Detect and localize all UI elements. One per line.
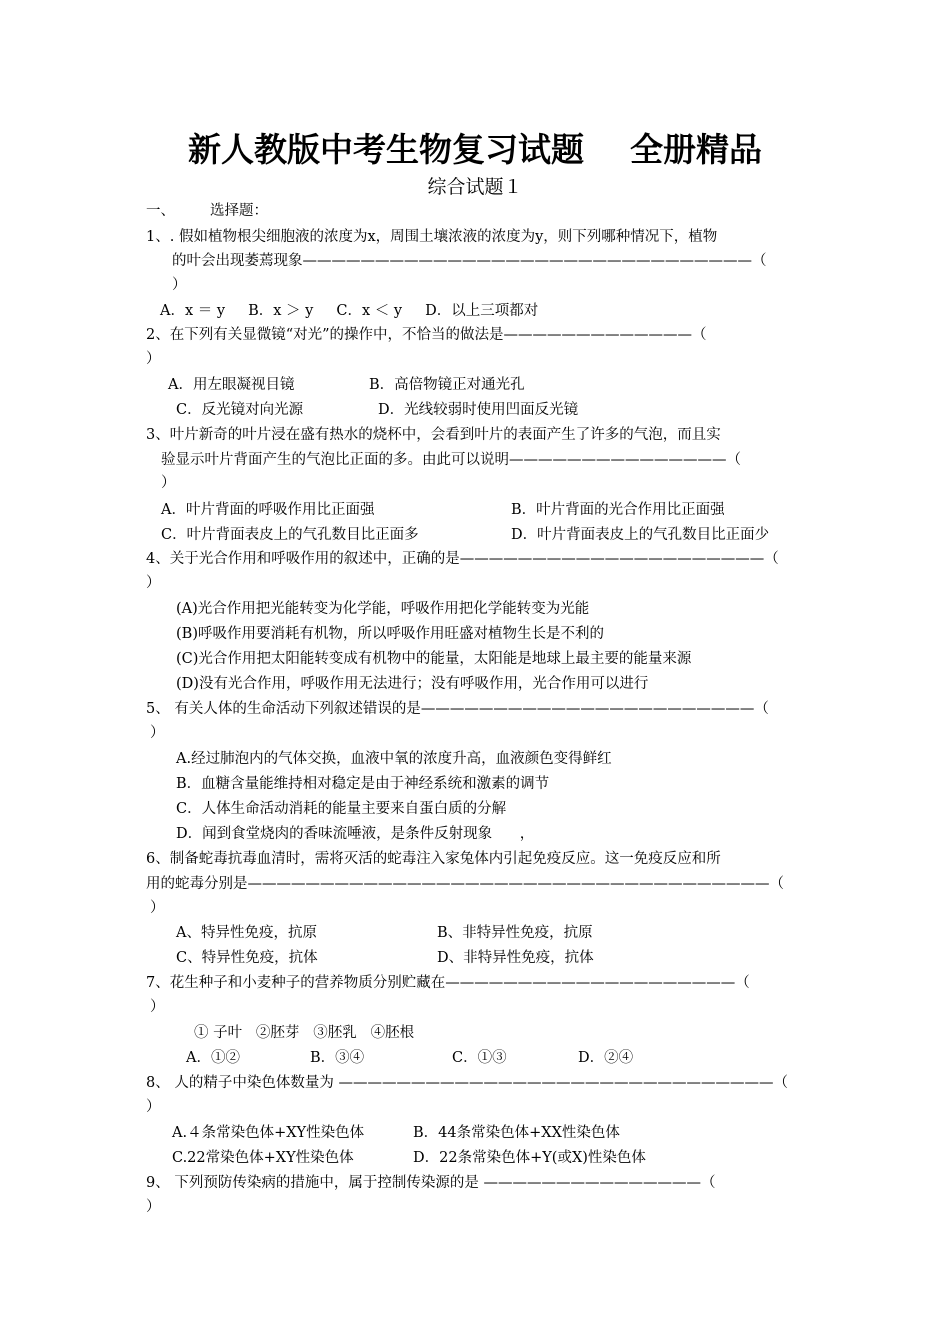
q5-stem: 5、 有关人体的生命活动下列叙述错误的是———————————————————————（ <box>146 701 769 717</box>
q2-option-a: A．用左眼凝视目镜 <box>168 377 295 393</box>
q1-stem-line2: 的叶会出现萎蔫现象———————————————————————————————（ <box>172 253 767 269</box>
q7-option-a: A．①② <box>186 1050 240 1066</box>
q6-option-b: B、非特异性免疫，抗原 <box>437 925 593 941</box>
q9-paren: ） <box>146 1199 161 1215</box>
q7-option-c: C．①③ <box>452 1050 507 1066</box>
q3-option-a: A．叶片背面的呼吸作用比正面强 <box>161 502 375 518</box>
q4-option-d: (D)没有光合作用，呼吸作用无法进行；没有呼吸作用，光合作用可以进行 <box>176 676 649 692</box>
q7-stem: 7、花生种子和小麦种子的营养物质分别贮藏在————————————————————（ <box>146 975 750 991</box>
q2-option-c: C．反光镜对向光源 <box>176 402 304 418</box>
q8-stem: 8、 人的精子中染色体数量为 ——————————————————————————————（ <box>146 1075 788 1091</box>
q1-options: A．x ＝ y B．x ＞ y C．x ＜ y D．以上三项都对 <box>160 303 539 319</box>
q3-option-c: C．叶片背面表皮上的气孔数目比正面多 <box>161 527 419 543</box>
page-title: 新人教版中考生物复习试题 全册精品 <box>188 130 762 169</box>
q6-option-d: D、非特异性免疫，抗体 <box>437 950 594 966</box>
page-subtitle: 综合试题１ <box>427 176 523 198</box>
section-label: 选择题： <box>210 203 268 219</box>
q5-option-d: D．闻到食堂烧肉的香味流唾液，是条件反射现象 ， <box>176 826 535 842</box>
q6-option-a: A、特异性免疫，抗原 <box>176 925 317 941</box>
q7-items: ① 子叶 ②胚芽 ③胚乳 ④胚根 <box>194 1025 415 1041</box>
q4-option-c: (C)光合作用把太阳能转变成有机物中的能量，太阳能是地球上最主要的能量来源 <box>176 651 692 667</box>
q8-option-a: A.４条常染色体+XY性染色体 <box>172 1125 365 1141</box>
q4-option-a: (A)光合作用把光能转变为化学能，呼吸作用把化学能转变为光能 <box>176 601 590 617</box>
q6-option-c: C、特异性免疫，抗体 <box>176 950 318 966</box>
q2-stem: 2、在下列有关显微镜“对光”的操作中，不恰当的做法是—————————————（ <box>146 327 707 343</box>
q8-option-c: C.22常染色体+XY性染色体 <box>172 1150 354 1166</box>
q3-paren: ） <box>161 475 176 491</box>
q1-stem-line1: 1、. 假如植物根尖细胞液的浓度为x，周围土壤浓液的浓度为y，则下列哪种情况下，植物 <box>146 229 718 245</box>
q3-option-d: D．叶片背面表皮上的气孔数目比正面少 <box>511 527 770 543</box>
q3-stem-line2: 验显示叶片背面产生的气泡比正面的多。由此可以说明———————————————（ <box>161 452 741 468</box>
q4-option-b: (B)呼吸作用要消耗有机物，所以呼吸作用旺盛对植物生长是不利的 <box>176 626 604 642</box>
q7-paren: ） <box>150 999 165 1015</box>
q1-paren: ） <box>172 277 187 293</box>
q2-option-d: D．光线较弱时使用凹面反光镜 <box>378 402 579 418</box>
q5-option-b: B．血糖含量能维持相对稳定是由于神经系统和激素的调节 <box>176 776 550 792</box>
q8-option-d: D．22条常染色体+Y(或X)性染色体 <box>413 1150 646 1166</box>
q3-stem-line1: 3、叶片新奇的叶片浸在盛有热水的烧杯中，会看到叶片的表面产生了许多的气泡，而且实 <box>146 427 721 443</box>
q4-paren: ） <box>146 575 161 591</box>
q9-stem: 9、 下列预防传染病的措施中，属于控制传染源的是 ———————————————（ <box>146 1175 716 1191</box>
q6-paren: ） <box>150 900 165 916</box>
q4-stem: 4、关于光合作用和呼吸作用的叙述中，正确的是—————————————————————（ <box>146 551 779 567</box>
q2-option-b: B．高倍物镜正对通光孔 <box>369 377 525 393</box>
q8-paren: ） <box>146 1099 161 1115</box>
q5-option-c: C．人体生命活动消耗的能量主要来自蛋白质的分解 <box>176 801 507 817</box>
q8-option-b: B．44条常染色体+XX性染色体 <box>413 1125 620 1141</box>
q2-paren: ） <box>146 351 161 367</box>
q6-stem-line1: 6、制备蛇毒抗毒血清时，需将灭活的蛇毒注入家兔体内引起免疫反应。这一免疫反应和所 <box>146 851 721 867</box>
q3-option-b: B．叶片背面的光合作用比正面强 <box>511 502 725 518</box>
q6-stem-line2: 用的蛇毒分别是————————————————————————————————————（ <box>146 876 784 892</box>
q5-option-a: A.经过肺泡内的气体交换，血液中氧的浓度升高，血液颜色变得鲜红 <box>176 751 612 767</box>
q7-option-d: D．②④ <box>578 1050 634 1066</box>
q7-option-b: B．③④ <box>310 1050 365 1066</box>
q5-paren: ） <box>150 725 165 741</box>
section-number: 一、 <box>146 203 175 219</box>
